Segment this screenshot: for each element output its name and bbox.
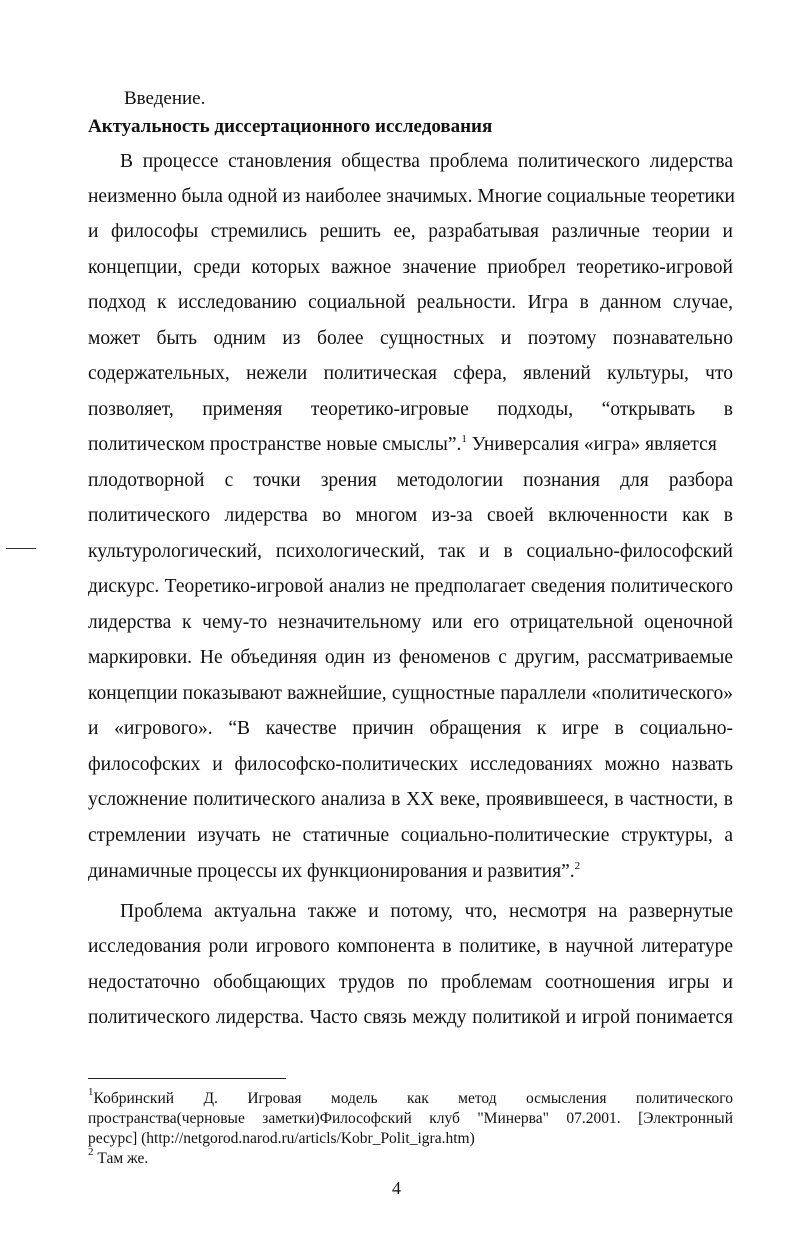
text-line: политического лидерства во многом из-за своей включенности как в: [88, 505, 733, 526]
text-line: исследования роли игрового компонента в политике, в научной литературе: [88, 936, 733, 957]
text-fragment: динамичные процессы их функционирования и развития”.: [88, 861, 575, 882]
text-line: концепции, среди которых важное значение приобрел теоретико-игровой: [88, 257, 733, 278]
footnote-line: ресурс] (http://netgorod.narod.ru/articls/Kobr_Polit_igra.htm): [88, 1130, 475, 1147]
text-line: [88, 433, 733, 457]
footnote-line: пространства(черновые заметки)Философский клуб "Минерва" 07.2001. [Электронный: [88, 1110, 733, 1127]
footnote-2: [88, 1146, 733, 1168]
footnote-text: Там же.: [93, 1150, 149, 1167]
text-line: может быть одним из более сущностных и поэтому познавательно: [88, 328, 733, 349]
intro-label: Введение.: [124, 88, 206, 109]
text-line: плодотворной с точки зрения методологии познания для разбора: [88, 470, 733, 491]
margin-mark: [6, 548, 36, 549]
footnote-marker: 2: [88, 1146, 94, 1158]
text-line: недостаточно обобщающих трудов по проблемам соотношения игры и: [88, 972, 733, 993]
text-line: стремлении изучать не статичные социально-политические структуры, а: [88, 825, 733, 846]
text-line: культурологический, психологический, так и в социально-философский: [88, 541, 733, 562]
page-number: 4: [392, 1178, 401, 1198]
footnote-separator: [88, 1078, 286, 1079]
footnote-marker: 1: [88, 1086, 94, 1098]
text-line: концепции показывают важнейшие, сущностные параллели «политического»: [88, 683, 733, 704]
text-fragment: политическом пространстве новые смыслы”.: [88, 434, 462, 455]
footnote-ref-2: 2: [574, 860, 581, 872]
text-line: [88, 860, 733, 884]
text-line: политического лидерства. Часто связь между политикой и игрой понимается: [88, 1007, 733, 1028]
text-line: позволяет, применяя теоретико-игровые подходы, “открывать в: [88, 399, 733, 420]
text-line: усложнение политического анализа в ХХ веке, проявившееся, в частности, в: [88, 789, 733, 810]
text-line: содержательных, нежели политическая сфера, явлений культуры, что: [88, 363, 733, 384]
footnote-ref-1: 1: [461, 433, 467, 445]
text-line: неизменно была одной из наиболее значимых. Многие социальные теоретики: [88, 186, 735, 207]
text-line: дискурс. Теоретико-игровой анализ не предполагает сведения политического: [88, 576, 733, 597]
text-line: Проблема актуальна также и потому, что, несмотря на развернутые: [120, 901, 733, 922]
text-line: В процессе становления общества проблема политического лидерства: [120, 151, 733, 172]
text-line: маркировки. Не объединяя один из феноменов с другим, рассматриваемые: [88, 647, 733, 668]
text-line: и «игрового». “В качестве причин обращения к игре в социально-: [88, 718, 733, 739]
text-line: лидерства к чему-то незначительному или его отрицательной оценочной: [88, 612, 733, 633]
section-heading: Актуальность диссертационного исследования: [88, 116, 493, 137]
text-fragment: Универсалия «игра» является: [466, 434, 717, 455]
text-line: подход к исследованию социальной реальности. Игра в данном случае,: [88, 292, 733, 313]
footnote-text: Кобринский Д. Игровая модель как метод осмысления политического: [93, 1090, 733, 1107]
footnote-1: [88, 1086, 733, 1108]
text-line: и философы стремились решить ее, разрабатывая различные теории и: [88, 221, 733, 242]
text-line: философских и философско-политических исследованиях можно назвать: [88, 754, 733, 775]
